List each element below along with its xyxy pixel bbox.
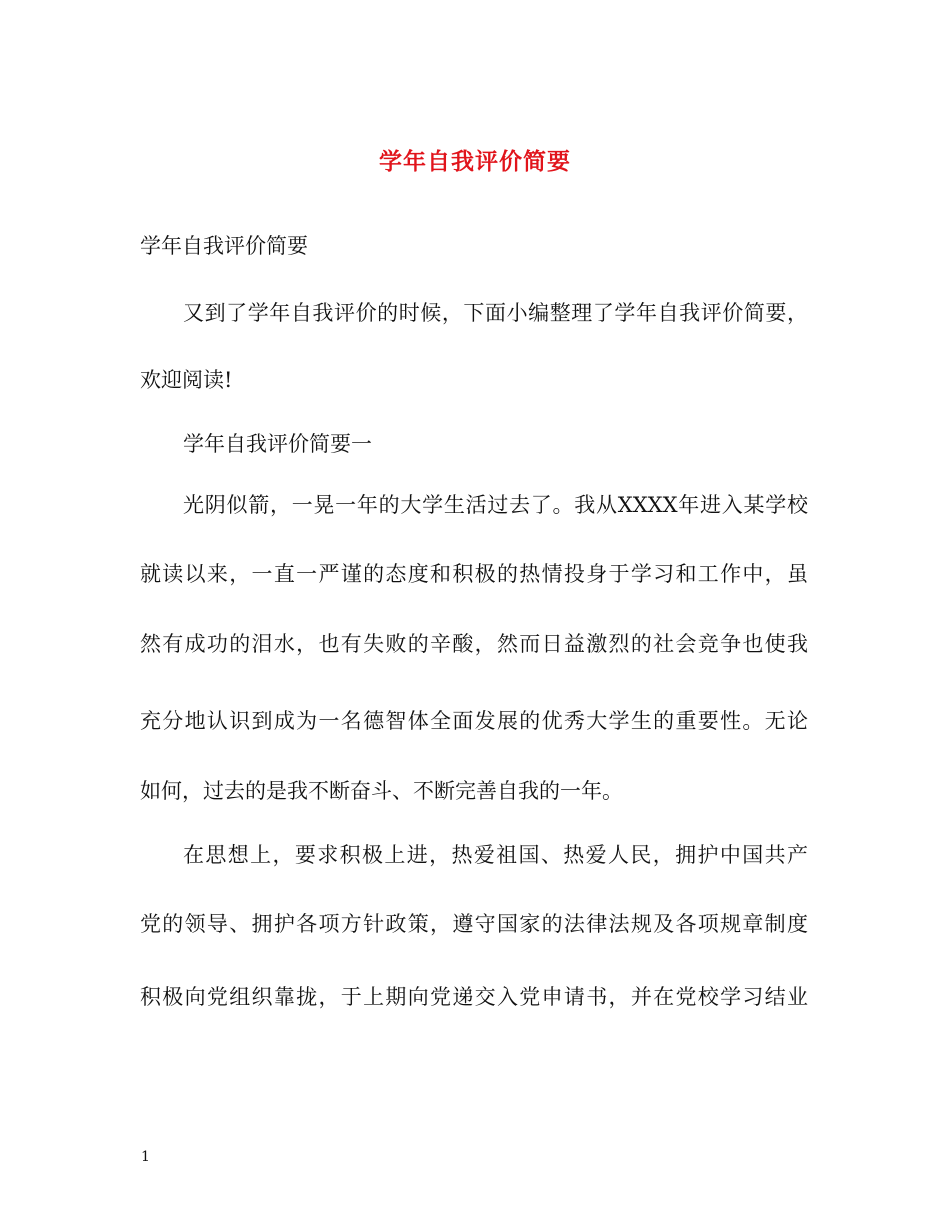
body-line: 在思想上，要求积极上进，热爱祖国、热爱人民，拥护中国共产 xyxy=(183,843,808,867)
section-heading: 学年自我评价简要一 xyxy=(183,432,372,456)
body-line: 党的领导、拥护各项方针政策，遵守国家的法律法规及各项规章制度 xyxy=(140,912,808,936)
body-line: 欢迎阅读! xyxy=(140,368,233,392)
body-line: 又到了学年自我评价的时候，下面小编整理了学年自我评价简要， xyxy=(183,301,808,325)
body-line: 光阴似箭，一晃一年的大学生活过去了。我从XXXX年进入某学校 xyxy=(183,493,808,517)
page-number: 1 xyxy=(141,1149,150,1165)
body-line: 然有成功的泪水，也有失败的辛酸，然而日益激烈的社会竞争也使我 xyxy=(140,632,808,656)
body-line: 充分地认识到成为一名德智体全面发展的优秀大学生的重要性。无论 xyxy=(140,709,808,733)
body-line: 就读以来，一直一严谨的态度和积极的热情投身于学习和工作中，虽 xyxy=(140,562,808,586)
body-heading: 学年自我评价简要 xyxy=(140,234,308,258)
document-title: 学年自我评价简要 xyxy=(379,148,571,175)
body-line: 如何，过去的是我不断奋斗、不断完善自我的一年。 xyxy=(140,779,623,803)
body-line: 积极向党组织靠拢，于上期向党递交入党申请书，并在党校学习结业 xyxy=(140,985,808,1009)
